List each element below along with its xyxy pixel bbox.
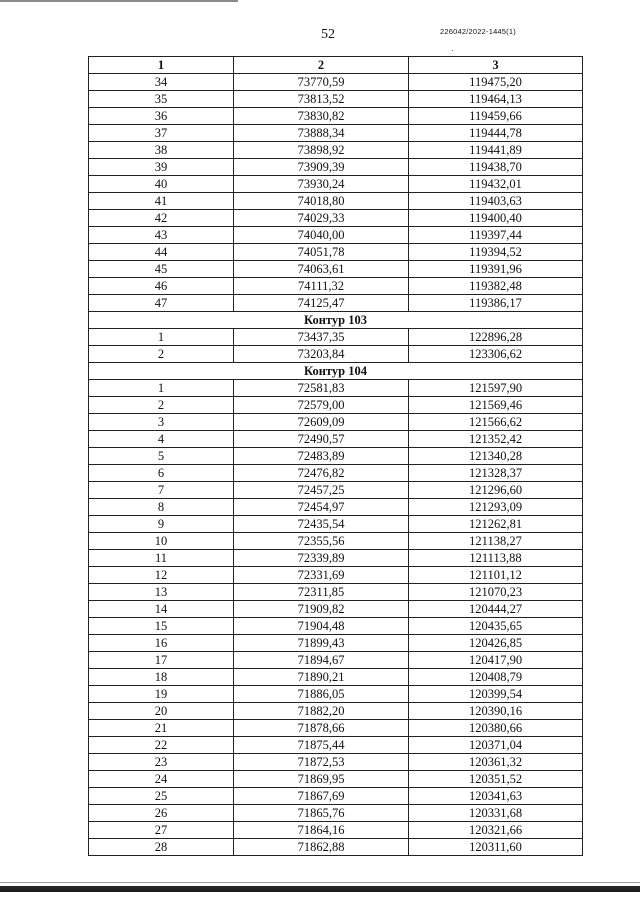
point-number-cell: 8 <box>89 499 234 516</box>
x-coordinate-cell: 73930,24 <box>234 176 409 193</box>
point-number-cell: 24 <box>89 771 234 788</box>
x-coordinate-cell: 71878,66 <box>234 720 409 737</box>
point-number-cell: 25 <box>89 788 234 805</box>
table-row <box>89 346 583 363</box>
top-rule <box>0 0 238 2</box>
x-coordinate-cell: 73813,52 <box>234 91 409 108</box>
x-coordinate-cell: 74125,47 <box>234 295 409 312</box>
table-row <box>89 397 583 414</box>
point-number-cell: 12 <box>89 567 234 584</box>
point-number-cell: 46 <box>89 278 234 295</box>
coordinates-table <box>88 56 583 856</box>
x-coordinate-cell: 71865,76 <box>234 805 409 822</box>
table-row <box>89 108 583 125</box>
x-coordinate-cell: 71862,88 <box>234 839 409 856</box>
x-coordinate-cell: 72355,56 <box>234 533 409 550</box>
x-coordinate-cell: 73830,82 <box>234 108 409 125</box>
y-coordinate-cell: 119459,66 <box>409 108 583 125</box>
y-coordinate-cell: 120408,79 <box>409 669 583 686</box>
point-number-cell: 7 <box>89 482 234 499</box>
table-row <box>89 193 583 210</box>
section-title: Контур 103 <box>89 312 583 329</box>
x-coordinate-cell: 71875,44 <box>234 737 409 754</box>
y-coordinate-cell: 121138,27 <box>409 533 583 550</box>
y-coordinate-cell: 120311,60 <box>409 839 583 856</box>
table-row <box>89 329 583 346</box>
table-row <box>89 431 583 448</box>
point-number-cell: 5 <box>89 448 234 465</box>
table-row <box>89 635 583 652</box>
y-coordinate-cell: 119391,96 <box>409 261 583 278</box>
point-number-cell: 21 <box>89 720 234 737</box>
table-row <box>89 771 583 788</box>
y-coordinate-cell: 119464,13 <box>409 91 583 108</box>
y-coordinate-cell: 119441,89 <box>409 142 583 159</box>
x-coordinate-cell: 71899,43 <box>234 635 409 652</box>
x-coordinate-cell: 73898,92 <box>234 142 409 159</box>
point-number-cell: 28 <box>89 839 234 856</box>
x-coordinate-cell: 71864,16 <box>234 822 409 839</box>
x-coordinate-cell: 72581,83 <box>234 380 409 397</box>
y-coordinate-cell: 121070,23 <box>409 584 583 601</box>
y-coordinate-cell: 120417,90 <box>409 652 583 669</box>
table-row <box>89 516 583 533</box>
table-row <box>89 380 583 397</box>
bottom-thin-rule <box>0 882 640 883</box>
point-number-cell: 36 <box>89 108 234 125</box>
y-coordinate-cell: 121352,42 <box>409 431 583 448</box>
y-coordinate-cell: 119438,70 <box>409 159 583 176</box>
table-row <box>89 465 583 482</box>
point-number-cell: 10 <box>89 533 234 550</box>
point-number-cell: 3 <box>89 414 234 431</box>
table-row <box>89 227 583 244</box>
y-coordinate-cell: 119386,17 <box>409 295 583 312</box>
table-row <box>89 499 583 516</box>
x-coordinate-cell: 73437,35 <box>234 329 409 346</box>
table-row <box>89 839 583 856</box>
section-row <box>89 363 583 380</box>
x-coordinate-cell: 74040,00 <box>234 227 409 244</box>
y-coordinate-cell: 121597,90 <box>409 380 583 397</box>
y-coordinate-cell: 119475,20 <box>409 74 583 91</box>
table-row <box>89 669 583 686</box>
y-coordinate-cell: 120361,32 <box>409 754 583 771</box>
point-number-cell: 34 <box>89 74 234 91</box>
x-coordinate-cell: 74063,61 <box>234 261 409 278</box>
y-coordinate-cell: 121262,81 <box>409 516 583 533</box>
x-coordinate-cell: 71886,05 <box>234 686 409 703</box>
point-number-cell: 1 <box>89 380 234 397</box>
x-coordinate-cell: 72476,82 <box>234 465 409 482</box>
table-row <box>89 210 583 227</box>
point-number-cell: 1 <box>89 329 234 346</box>
x-coordinate-cell: 72454,97 <box>234 499 409 516</box>
y-coordinate-cell: 120426,85 <box>409 635 583 652</box>
point-number-cell: 15 <box>89 618 234 635</box>
table-row <box>89 448 583 465</box>
y-coordinate-cell: 119400,40 <box>409 210 583 227</box>
table-row <box>89 737 583 754</box>
table-row <box>89 159 583 176</box>
x-coordinate-cell: 72331,69 <box>234 567 409 584</box>
column-header: 1 <box>89 57 234 74</box>
table-row <box>89 482 583 499</box>
point-number-cell: 2 <box>89 346 234 363</box>
y-coordinate-cell: 119432,01 <box>409 176 583 193</box>
y-coordinate-cell: 119382,48 <box>409 278 583 295</box>
point-number-cell: 38 <box>89 142 234 159</box>
table-row <box>89 720 583 737</box>
section-title: Контур 104 <box>89 363 583 380</box>
point-number-cell: 27 <box>89 822 234 839</box>
y-coordinate-cell: 119397,44 <box>409 227 583 244</box>
y-coordinate-cell: 120390,16 <box>409 703 583 720</box>
table-row <box>89 91 583 108</box>
table-row <box>89 584 583 601</box>
y-coordinate-cell: 119403,63 <box>409 193 583 210</box>
page-number: 52 <box>321 27 335 42</box>
table-row <box>89 74 583 91</box>
y-coordinate-cell: 120321,66 <box>409 822 583 839</box>
y-coordinate-cell: 120371,04 <box>409 737 583 754</box>
x-coordinate-cell: 71867,69 <box>234 788 409 805</box>
y-coordinate-cell: 120341,63 <box>409 788 583 805</box>
table-header-row <box>89 57 583 74</box>
table-row <box>89 414 583 431</box>
table-row <box>89 788 583 805</box>
scan-speck <box>452 50 453 51</box>
point-number-cell: 42 <box>89 210 234 227</box>
y-coordinate-cell: 119394,52 <box>409 244 583 261</box>
x-coordinate-cell: 74111,32 <box>234 278 409 295</box>
x-coordinate-cell: 73888,34 <box>234 125 409 142</box>
point-number-cell: 45 <box>89 261 234 278</box>
x-coordinate-cell: 74018,80 <box>234 193 409 210</box>
point-number-cell: 39 <box>89 159 234 176</box>
x-coordinate-cell: 72339,89 <box>234 550 409 567</box>
x-coordinate-cell: 72579,00 <box>234 397 409 414</box>
table-row <box>89 278 583 295</box>
table-row <box>89 567 583 584</box>
section-row <box>89 312 583 329</box>
x-coordinate-cell: 71909,82 <box>234 601 409 618</box>
table-row <box>89 686 583 703</box>
y-coordinate-cell: 122896,28 <box>409 329 583 346</box>
table-row <box>89 295 583 312</box>
y-coordinate-cell: 120435,65 <box>409 618 583 635</box>
x-coordinate-cell: 72435,54 <box>234 516 409 533</box>
x-coordinate-cell: 71894,67 <box>234 652 409 669</box>
y-coordinate-cell: 120380,66 <box>409 720 583 737</box>
column-header: 2 <box>234 57 409 74</box>
x-coordinate-cell: 71904,48 <box>234 618 409 635</box>
x-coordinate-cell: 72490,57 <box>234 431 409 448</box>
x-coordinate-cell: 72311,85 <box>234 584 409 601</box>
table-row <box>89 805 583 822</box>
point-number-cell: 9 <box>89 516 234 533</box>
document-code: 226042/2022-1445(1) <box>440 27 516 36</box>
x-coordinate-cell: 73770,59 <box>234 74 409 91</box>
table-row <box>89 176 583 193</box>
table-row <box>89 550 583 567</box>
y-coordinate-cell: 120331,68 <box>409 805 583 822</box>
point-number-cell: 11 <box>89 550 234 567</box>
y-coordinate-cell: 121101,12 <box>409 567 583 584</box>
table-row <box>89 261 583 278</box>
table-row <box>89 754 583 771</box>
x-coordinate-cell: 71890,21 <box>234 669 409 686</box>
table-row <box>89 703 583 720</box>
point-number-cell: 23 <box>89 754 234 771</box>
point-number-cell: 17 <box>89 652 234 669</box>
table-row <box>89 601 583 618</box>
x-coordinate-cell: 73909,39 <box>234 159 409 176</box>
table-row <box>89 142 583 159</box>
table-row <box>89 822 583 839</box>
table-row <box>89 652 583 669</box>
table-row <box>89 125 583 142</box>
x-coordinate-cell: 72457,25 <box>234 482 409 499</box>
table-body <box>89 74 583 856</box>
x-coordinate-cell: 72483,89 <box>234 448 409 465</box>
y-coordinate-cell: 119444,78 <box>409 125 583 142</box>
y-coordinate-cell: 120399,54 <box>409 686 583 703</box>
point-number-cell: 18 <box>89 669 234 686</box>
point-number-cell: 22 <box>89 737 234 754</box>
y-coordinate-cell: 120444,27 <box>409 601 583 618</box>
point-number-cell: 16 <box>89 635 234 652</box>
table-row <box>89 244 583 261</box>
point-number-cell: 4 <box>89 431 234 448</box>
point-number-cell: 35 <box>89 91 234 108</box>
y-coordinate-cell: 121113,88 <box>409 550 583 567</box>
point-number-cell: 14 <box>89 601 234 618</box>
point-number-cell: 20 <box>89 703 234 720</box>
y-coordinate-cell: 121340,28 <box>409 448 583 465</box>
point-number-cell: 26 <box>89 805 234 822</box>
point-number-cell: 6 <box>89 465 234 482</box>
x-coordinate-cell: 71882,20 <box>234 703 409 720</box>
point-number-cell: 13 <box>89 584 234 601</box>
x-coordinate-cell: 71872,53 <box>234 754 409 771</box>
y-coordinate-cell: 120351,52 <box>409 771 583 788</box>
point-number-cell: 37 <box>89 125 234 142</box>
point-number-cell: 2 <box>89 397 234 414</box>
y-coordinate-cell: 121293,09 <box>409 499 583 516</box>
table-row <box>89 618 583 635</box>
column-header: 3 <box>409 57 583 74</box>
bottom-rule <box>0 886 640 892</box>
y-coordinate-cell: 121328,37 <box>409 465 583 482</box>
x-coordinate-cell: 74029,33 <box>234 210 409 227</box>
y-coordinate-cell: 121569,46 <box>409 397 583 414</box>
x-coordinate-cell: 73203,84 <box>234 346 409 363</box>
point-number-cell: 47 <box>89 295 234 312</box>
y-coordinate-cell: 121296,60 <box>409 482 583 499</box>
point-number-cell: 41 <box>89 193 234 210</box>
point-number-cell: 44 <box>89 244 234 261</box>
x-coordinate-cell: 71869,95 <box>234 771 409 788</box>
y-coordinate-cell: 121566,62 <box>409 414 583 431</box>
table-row <box>89 533 583 550</box>
point-number-cell: 19 <box>89 686 234 703</box>
x-coordinate-cell: 74051,78 <box>234 244 409 261</box>
y-coordinate-cell: 123306,62 <box>409 346 583 363</box>
x-coordinate-cell: 72609,09 <box>234 414 409 431</box>
point-number-cell: 40 <box>89 176 234 193</box>
point-number-cell: 43 <box>89 227 234 244</box>
